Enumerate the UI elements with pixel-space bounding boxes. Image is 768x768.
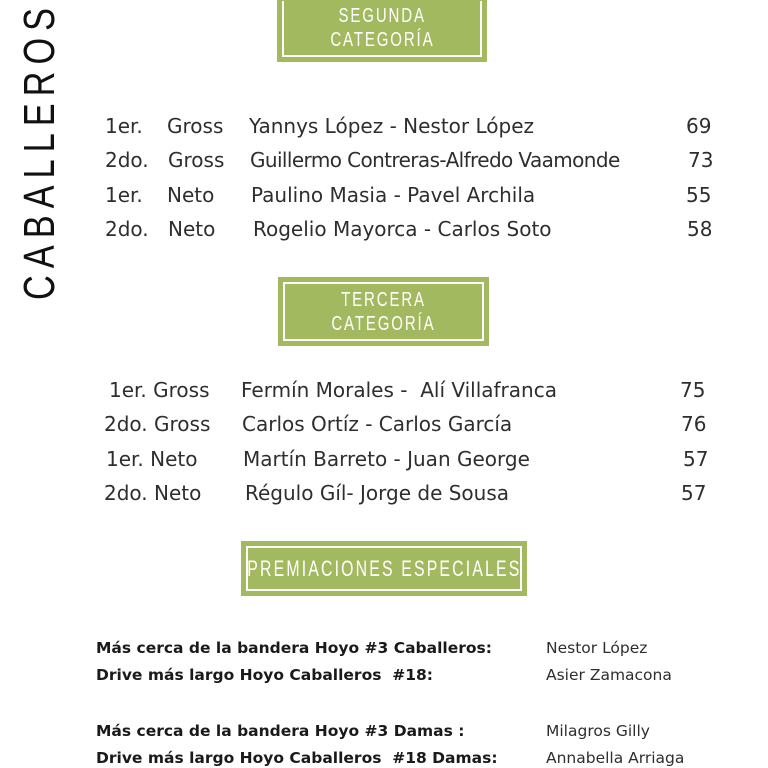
header-label: PREMIACIONES ESPECIALES [246, 555, 522, 581]
names: Guillermo Contreras-Alfredo Vaamonde [250, 148, 620, 172]
type: Gross [167, 114, 224, 138]
place-type: 2do. Gross [104, 412, 211, 436]
names: Fermín Morales - Alí Villafranca [241, 378, 557, 402]
type: Neto [168, 217, 216, 241]
award-winner: Milagros Gilly [546, 722, 650, 740]
names: Rogelio Mayorca - Carlos Soto [253, 217, 552, 241]
award-label: Drive más largo Hoyo Caballeros #18: [96, 666, 433, 684]
score: 55 [686, 183, 712, 207]
place-type: 1er. Gross [109, 378, 210, 402]
award-label: Más cerca de la bandera Hoyo #3 Damas : [96, 722, 465, 740]
award-winner: Nestor López [546, 639, 648, 657]
place: 2do. [105, 217, 149, 241]
score: 75 [680, 378, 706, 402]
names: Carlos Ortíz - Carlos García [242, 412, 513, 436]
score: 76 [681, 412, 707, 436]
names: Yannys López - Nestor López [249, 114, 535, 138]
segunda-categoria-header [277, 0, 487, 62]
award-label: Más cerca de la bandera Hoyo #3 Caballeros: [96, 639, 492, 657]
header-line-1: TERCERA [341, 288, 426, 311]
place-type: 1er. Neto [106, 447, 198, 471]
place: 1er. [105, 183, 143, 207]
header-line-2: CATEGORÍA [329, 29, 435, 51]
side-title-caballeros: CABALLEROS [15, 0, 64, 301]
place-type: 2do. Neto [104, 481, 202, 505]
award-label: Drive más largo Hoyo Caballeros #18 Damas: [96, 749, 498, 767]
award-winner: Annabella Arriaga [546, 749, 685, 767]
place: 2do. [105, 148, 149, 172]
score: 73 [688, 148, 714, 172]
header-line-1: SEGUNDA [338, 5, 426, 27]
score: 69 [686, 114, 712, 138]
score: 58 [687, 217, 713, 241]
type: Gross [168, 148, 225, 172]
names: Régulo Gíl- Jorge de Sousa [245, 481, 510, 505]
score: 57 [683, 447, 709, 471]
type: Neto [167, 183, 215, 207]
names: Martín Barreto - Juan George [243, 447, 530, 471]
premiaciones-especiales-header [241, 541, 527, 596]
header-line-2: CATEGORÍA [331, 312, 436, 335]
place: 1er. [105, 114, 143, 138]
names: Paulino Masia - Pavel Archila [251, 183, 536, 207]
tercera-categoria-header [278, 277, 489, 346]
score: 57 [681, 481, 707, 505]
award-winner: Asier Zamacona [546, 666, 672, 684]
